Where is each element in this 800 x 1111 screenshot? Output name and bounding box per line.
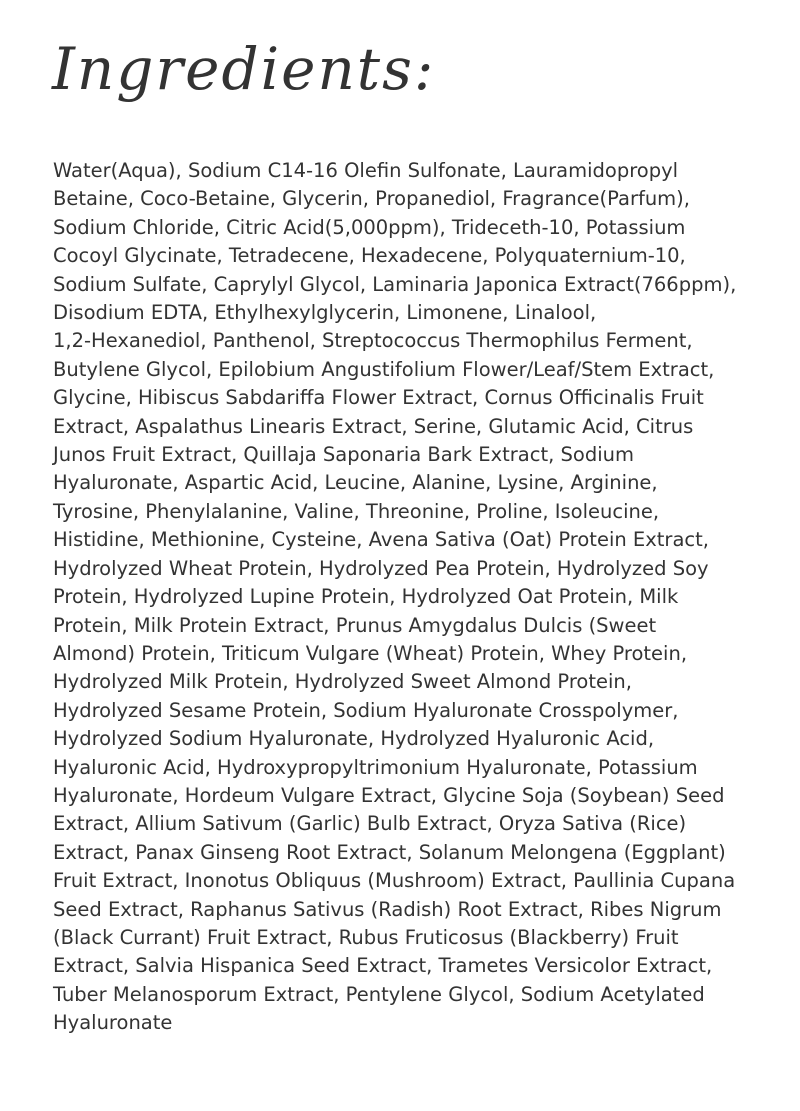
ingredient-line: Cocoyl Glycinate, Tetradecene, Hexadecene, Polyquaternium-10, xyxy=(53,244,686,268)
ingredient-list xyxy=(53,157,765,1038)
ingredient-line: Hyaluronate, Aspartic Acid, Leucine, Alanine, Lysine, Arginine, xyxy=(53,471,658,495)
ingredient-line: Hyaluronate xyxy=(53,1011,173,1035)
ingredient-line: Histidine, Methionine, Cysteine, Avena Sativa (Oat) Protein Extract, xyxy=(53,528,709,552)
ingredient-line: Hydrolyzed Wheat Protein, Hydrolyzed Pea Protein, Hydrolyzed Soy xyxy=(53,556,709,580)
ingredient-line: Hyaluronic Acid, Hydroxypropyltrimonium Hyaluronate, Potassium xyxy=(53,755,698,779)
ingredient-line: Disodium EDTA, Ethylhexylglycerin, Limonene, Linalool, xyxy=(53,301,597,325)
ingredient-line: Glycine, Hibiscus Sabdariffa Flower Extract, Cornus Officinalis Fruit xyxy=(53,386,704,410)
ingredient-line: Hydrolyzed Milk Protein, Hydrolyzed Sweet Almond Protein, xyxy=(53,670,632,694)
ingredient-line: Butylene Glycol, Epilobium Angustifolium Flower/Leaf/Stem Extract, xyxy=(53,357,715,381)
ingredient-line: Extract, Panax Ginseng Root Extract, Solanum Melongena (Eggplant) xyxy=(53,840,726,864)
ingredient-line: Hydrolyzed Sesame Protein, Sodium Hyaluronate Crosspolymer, xyxy=(53,698,679,722)
ingredient-line: Protein, Milk Protein Extract, Prunus Amygdalus Dulcis (Sweet xyxy=(53,613,657,637)
ingredient-line: Betaine, Coco-Betaine, Glycerin, Propanediol, Fragrance(Parfum), xyxy=(53,187,690,211)
ingredients-heading: Ingredients: xyxy=(52,35,436,103)
ingredient-line: Fruit Extract, Inonotus Obliquus (Mushroom) Extract, Paullinia Cupana xyxy=(53,869,736,893)
ingredient-line: Almond) Protein, Triticum Vulgare (Wheat) Protein, Whey Protein, xyxy=(53,641,688,665)
ingredient-line: Extract, Salvia Hispanica Seed Extract, Trametes Versicolor Extract, xyxy=(53,954,713,978)
ingredient-line: Extract, Aspalathus Linearis Extract, Serine, Glutamic Acid, Citrus xyxy=(53,414,694,438)
ingredient-line: Junos Fruit Extract, Quillaja Saponaria Bark Extract, Sodium xyxy=(53,443,634,467)
ingredient-line: Extract, Allium Sativum (Garlic) Bulb Extract, Oryza Sativa (Rice) xyxy=(53,812,687,836)
ingredient-line: Tyrosine, Phenylalanine, Valine, Threonine, Proline, Isoleucine, xyxy=(53,499,660,523)
ingredient-line: Water(Aqua), Sodium C14-16 Olefin Sulfonate, Lauramidopropyl xyxy=(53,159,679,182)
ingredient-line: Sodium Sulfate, Caprylyl Glycol, Laminaria Japonica Extract(766ppm), xyxy=(53,272,737,296)
ingredient-line: 1,2-Hexanediol, Panthenol, Streptococcus Thermophilus Ferment, xyxy=(53,329,693,353)
ingredient-line: Tuber Melanosporum Extract, Pentylene Glycol, Sodium Acetylated xyxy=(53,982,705,1006)
ingredient-line: Hyaluronate, Hordeum Vulgare Extract, Glycine Soja (Soybean) Seed xyxy=(53,783,725,807)
ingredient-line: Sodium Chloride, Citric Acid(5,000ppm), Trideceth-10, Potassium xyxy=(53,215,686,239)
ingredient-line: Seed Extract, Raphanus Sativus (Radish) Root Extract, Ribes Nigrum xyxy=(53,897,722,921)
ingredient-line: Protein, Hydrolyzed Lupine Protein, Hydrolyzed Oat Protein, Milk xyxy=(53,585,679,609)
ingredient-line: (Black Currant) Fruit Extract, Rubus Fruticosus (Blackberry) Fruit xyxy=(53,925,679,949)
ingredient-line: Hydrolyzed Sodium Hyaluronate, Hydrolyzed Hyaluronic Acid, xyxy=(53,727,655,751)
